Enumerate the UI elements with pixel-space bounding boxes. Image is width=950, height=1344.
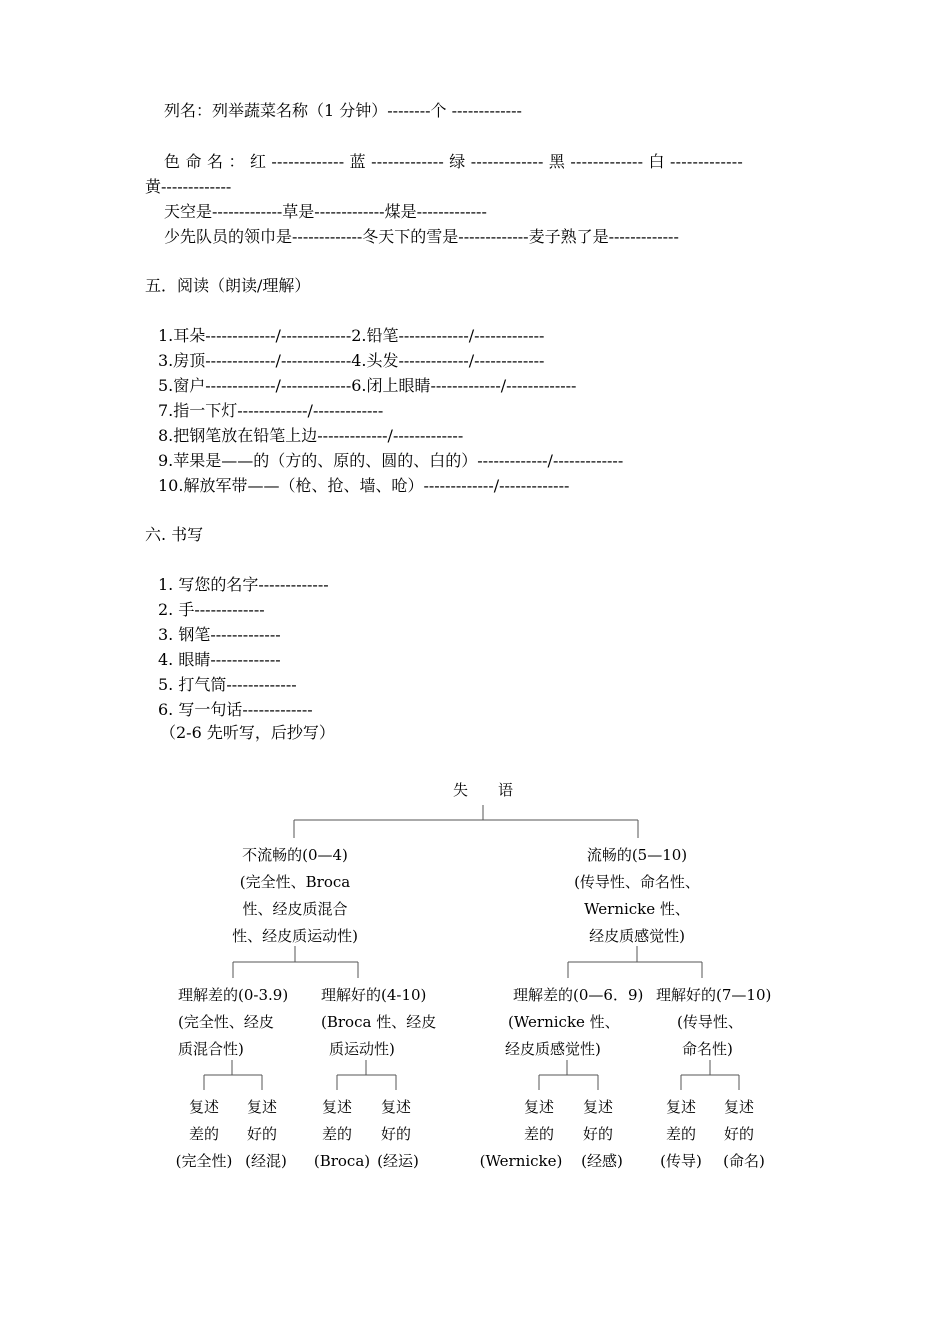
tree-fluent-line: Wernicke 性、: [584, 900, 690, 918]
reading-item: 7.指一下灯-------------/-------------: [158, 401, 384, 420]
reading-item: 10.解放军带——（枪、抢、墙、呛）-------------/-------------: [158, 476, 570, 495]
tree-leaf: (完全性): [175, 1152, 233, 1170]
writing-item: 2. 手-------------: [158, 600, 265, 619]
tree-leaf: 复述: [188, 1098, 219, 1116]
tree-nf-poor-title: 理解差的(0-3.9): [178, 986, 289, 1004]
tree-leaf: (命名): [723, 1152, 765, 1170]
tree-f-good-line: 命名性): [682, 1040, 733, 1058]
tree-nonfluent-line: (完全性、Broca: [239, 873, 351, 891]
tree-leaf: 复述: [246, 1098, 277, 1116]
tree-nf-good-line: (Broca 性、经皮: [321, 1013, 437, 1031]
tree-leaf: 复述: [582, 1098, 613, 1116]
tree-leaf: 好的: [723, 1125, 754, 1143]
tree-leaf: 复述: [380, 1098, 411, 1116]
tree-leaf: 复述: [321, 1098, 352, 1116]
writing-note: （2-6 先听写，后抄写）: [160, 723, 335, 742]
tree-leaf: 差的: [523, 1125, 554, 1143]
writing-item: 3. 钢笔-------------: [158, 625, 281, 644]
tree-nonfluent-line: 性、经皮质混合: [242, 900, 348, 918]
writing-item: 4. 眼睛-------------: [158, 650, 281, 669]
tree-leaf: 好的: [246, 1125, 277, 1143]
tree-nf-poor-line: 质混合性): [178, 1040, 244, 1058]
tree-nf-poor-line: (完全性、经皮: [178, 1013, 274, 1031]
writing-item: 1. 写您的名字-------------: [158, 575, 329, 594]
tree-leaf: 好的: [380, 1125, 411, 1143]
tree-nf-good-title: 理解好的(4-10): [321, 986, 427, 1004]
tree-leaf: (Broca): [313, 1152, 371, 1170]
tree-f-good-line: (传导性、: [677, 1013, 743, 1031]
tree-f-poor-line: (Wernicke 性、: [508, 1013, 620, 1031]
reading-item: 5.窗户-------------/-------------6.闭上眼睛-------------/-------------: [158, 376, 577, 395]
tree-f-poor-line: 经皮质感觉性): [505, 1040, 601, 1058]
color-naming-line-wrap: 黄-------------: [145, 177, 232, 196]
reading-item: 9.苹果是——的（方的、原的、圆的、白的）-------------/-------------: [158, 451, 624, 470]
reading-heading: 五．阅读（朗读/理解）: [145, 276, 311, 295]
tree-leaf: 复述: [723, 1098, 754, 1116]
tree-f-poor-title: 理解差的(0—6．9): [513, 986, 644, 1004]
reading-item: 1.耳朵-------------/-------------2.铅笔-------------/-------------: [158, 326, 545, 345]
tree-leaf: 差的: [321, 1125, 352, 1143]
tree-fluent-title: 流畅的(5—10): [586, 846, 688, 864]
sky-grass-coal-line: 天空是-------------草是-------------煤是-------------: [164, 202, 487, 221]
writing-item: 6. 写一句话-------------: [158, 700, 313, 719]
tree-fluent-line: 经皮质感觉性): [589, 927, 685, 945]
tree-leaf: 差的: [665, 1125, 696, 1143]
tree-leaf: 复述: [665, 1098, 696, 1116]
tree-leaf: (经混): [245, 1152, 287, 1170]
tree-nonfluent-title: 不流畅的(0—4): [242, 846, 348, 864]
tree-leaf: 复述: [523, 1098, 554, 1116]
tree-nf-good-line: 质运动性): [329, 1040, 395, 1058]
tree-root: 失 语: [452, 781, 513, 799]
writing-item: 5. 打气筒-------------: [158, 675, 297, 694]
scarf-snow-wheat-line: 少先队员的领巾是-------------冬天下的雪是-------------麦子熟了是-------------: [164, 227, 679, 246]
tree-f-good-title: 理解好的(7—10): [656, 986, 772, 1004]
reading-item: 8.把钢笔放在铅笔上边-------------/-------------: [158, 426, 464, 445]
tree-leaf: 好的: [582, 1125, 613, 1143]
tree-leaf: (Wernicke): [479, 1152, 563, 1170]
tree-leaf: 差的: [188, 1125, 219, 1143]
list-naming-line: 列名：列举蔬菜名称（1 分钟）--------个 -------------: [164, 101, 522, 120]
color-naming-line: 色 命 名 ： 红 ------------- 蓝 ------------- 绿 ------------- 黑 ------------- 白 -------------: [164, 152, 743, 171]
tree-leaf: (传导): [660, 1152, 702, 1170]
tree-fluent-line: (传导性、命名性、: [574, 873, 700, 891]
reading-item: 3.房顶-------------/-------------4.头发-------------/-------------: [158, 351, 545, 370]
tree-nonfluent-line: 性、经皮质运动性): [232, 927, 358, 945]
tree-leaf: (经运): [377, 1152, 419, 1170]
tree-leaf: (经感): [581, 1152, 623, 1170]
writing-heading: 六. 书写: [145, 525, 204, 544]
